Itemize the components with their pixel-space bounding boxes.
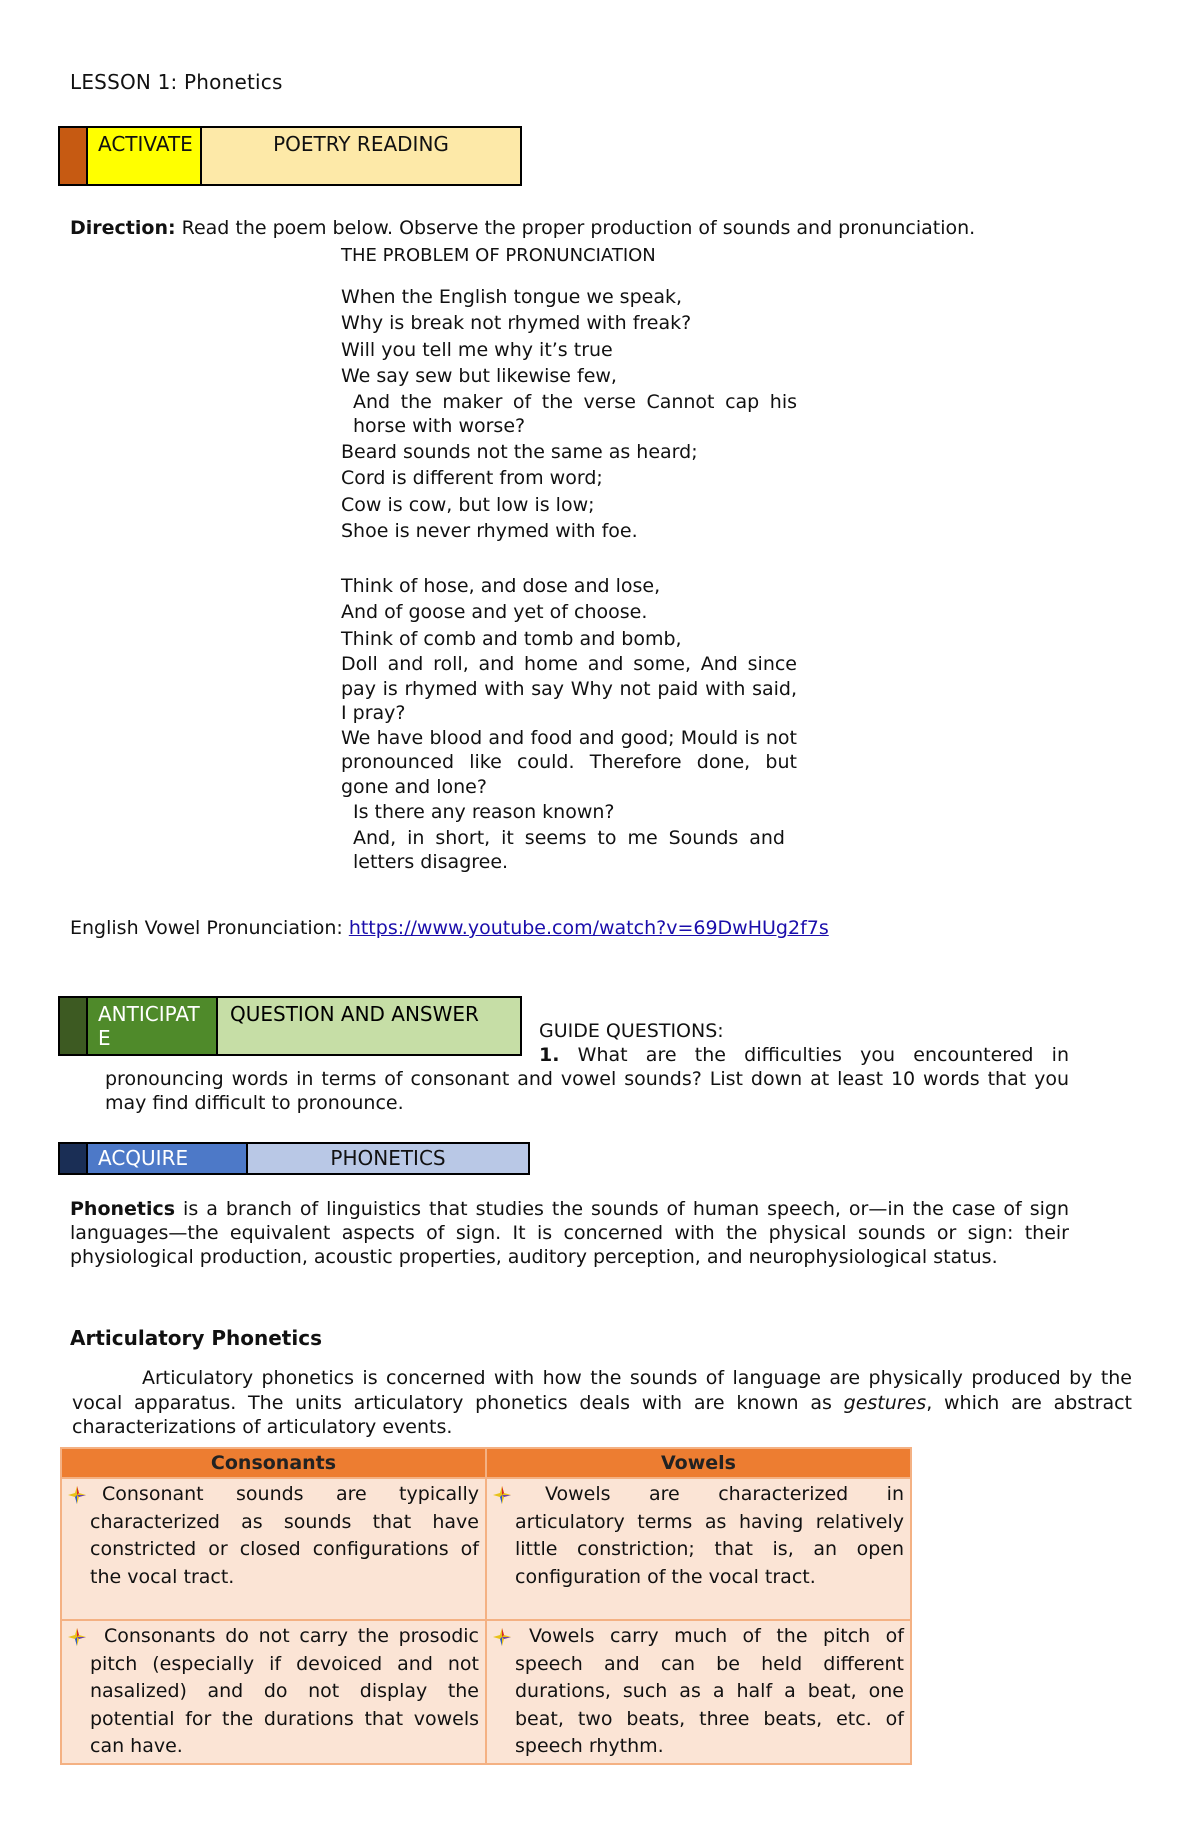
vowel-pronunciation-link[interactable]: https://www.youtube.com/watch?v=69DwHUg2f7s xyxy=(348,917,829,939)
section-tag: ACQUIRE xyxy=(88,1144,248,1173)
table-row xyxy=(61,1620,911,1764)
four-point-star-icon xyxy=(68,1628,90,1648)
section-tag: ANTICIPATE xyxy=(88,998,218,1054)
consonants-vowels-table xyxy=(60,1447,912,1765)
vowel-description: Vowels carry much of the pitch of speech and can be held different durations, such as a half a beat, one beat, two beats, three beats, etc. of speech rhythm. xyxy=(515,1625,904,1757)
four-point-star-icon xyxy=(493,1486,515,1506)
section-name: POETRY READING xyxy=(202,128,520,184)
poem xyxy=(341,243,797,875)
section-name: PHONETICS xyxy=(248,1144,528,1173)
articulatory-text: Articulatory phonetics is concerned with how the sounds of language are physically produced by the vocal apparatus. The units articulatory phonetics deals with are known as xyxy=(72,1367,1132,1414)
poem-line: Why is break not rhymed with freak? xyxy=(341,312,692,334)
direction-line xyxy=(70,216,1070,240)
four-point-star-icon xyxy=(493,1628,515,1648)
section-tag: ACTIVATE xyxy=(88,128,202,184)
consonant-description: Consonant sounds are typically characterized as sounds that have constricted or closed configurations of the vocal tract. xyxy=(90,1483,479,1588)
consonant-description: Consonants do not carry the prosodic pitch (especially if devoiced and not nasalized) and do not display the potential for the durations that vowels can have. xyxy=(90,1625,479,1757)
poem-line: Shoe is never rhymed with foe. xyxy=(341,520,638,542)
poem-line: Cord is different from word; xyxy=(341,467,603,489)
table-header-vowels: Vowels xyxy=(486,1448,911,1478)
lesson-title: LESSON 1: Phonetics xyxy=(70,70,283,94)
poem-line: Cow is cow, but low is low; xyxy=(341,493,595,516)
poem-line: Doll and roll, and home and some, And since pay is rhymed with say Why not paid with said, I pray? xyxy=(341,653,797,724)
phonetics-definition xyxy=(70,1197,1069,1269)
guide-question-1 xyxy=(539,1043,1069,1067)
question-number: 1. xyxy=(539,1044,560,1066)
table-cell xyxy=(486,1478,911,1620)
guide-question-1-continued: pronouncing words in terms of consonant and vowel sounds? List down at least 10 words that you may find difficult to pronounce. xyxy=(105,1068,1069,1114)
acquire-section-header xyxy=(58,1142,530,1175)
table-header-consonants: Consonants xyxy=(61,1448,486,1478)
articulatory-emphasis: gestures xyxy=(843,1391,927,1414)
poem-line: Beard sounds not the same as heard; xyxy=(341,440,698,463)
question-text-part: What are the difficulties you encountered in xyxy=(559,1044,1069,1066)
anticipate-section-header xyxy=(58,996,522,1056)
table-cell xyxy=(61,1478,486,1620)
guide-questions-heading: GUIDE QUESTIONS: xyxy=(539,1020,724,1042)
poem-line: And the maker of the verse Cannot cap his horse with worse? xyxy=(353,390,797,437)
poem-line: We have blood and food and good; Mould is not pronounced like could. Therefore done, but gone and lone? xyxy=(341,726,797,798)
vowel-link-label: English Vowel Pronunciation: xyxy=(70,917,349,939)
poem-line: We say sew but likewise few, xyxy=(341,365,617,387)
direction-label: Direction: xyxy=(70,217,176,239)
poem-line: Will you tell me why it’s true xyxy=(341,338,613,361)
section-color-strip xyxy=(60,998,88,1054)
articulatory-text: , which are abstract characterizations of articulatory events. xyxy=(72,1391,1132,1438)
poem-line: Think of hose, and dose and lose, xyxy=(341,574,661,597)
table-cell xyxy=(61,1620,486,1764)
vowel-description: Vowels are characterized in articulatory terms as having relatively little constriction; that is, an open configuration of the vocal tract. xyxy=(515,1483,904,1588)
poem-line: And, in short, it seems to me Sounds and letters disagree. xyxy=(353,826,785,873)
table-row xyxy=(61,1478,911,1620)
vowel-pronunciation-line xyxy=(70,916,1070,940)
poem-line: Is there any reason known? xyxy=(353,801,615,823)
four-point-star-icon xyxy=(68,1486,90,1506)
articulatory-paragraph xyxy=(72,1366,1132,1440)
poem-line: And of goose and yet of choose. xyxy=(341,601,648,623)
section-color-strip xyxy=(60,128,88,184)
table-header-row xyxy=(61,1448,911,1478)
table-cell xyxy=(486,1620,911,1764)
activate-section-header xyxy=(58,126,522,186)
phonetics-term: Phonetics xyxy=(70,1198,176,1220)
poem-line: When the English tongue we speak, xyxy=(341,285,683,308)
poem-line: Think of comb and tomb and bomb, xyxy=(341,627,682,650)
poem-title: THE PROBLEM OF PRONUNCIATION xyxy=(341,245,656,266)
section-color-strip xyxy=(60,1144,88,1173)
section-name: QUESTION AND ANSWER xyxy=(218,998,520,1054)
articulatory-heading: Articulatory Phonetics xyxy=(70,1326,322,1350)
phonetics-definition-text: is a branch of linguistics that studies the sounds of human speech, or—in the case of sign languages—the equivalent aspects of sign. It is concerned with the physical sounds or sign: their physiological production, acoustic properties, auditory perception, and neurophysiological status. xyxy=(70,1198,1069,1268)
direction-text: Read the poem below. Observe the proper production of sounds and pronunciation. xyxy=(175,217,976,239)
